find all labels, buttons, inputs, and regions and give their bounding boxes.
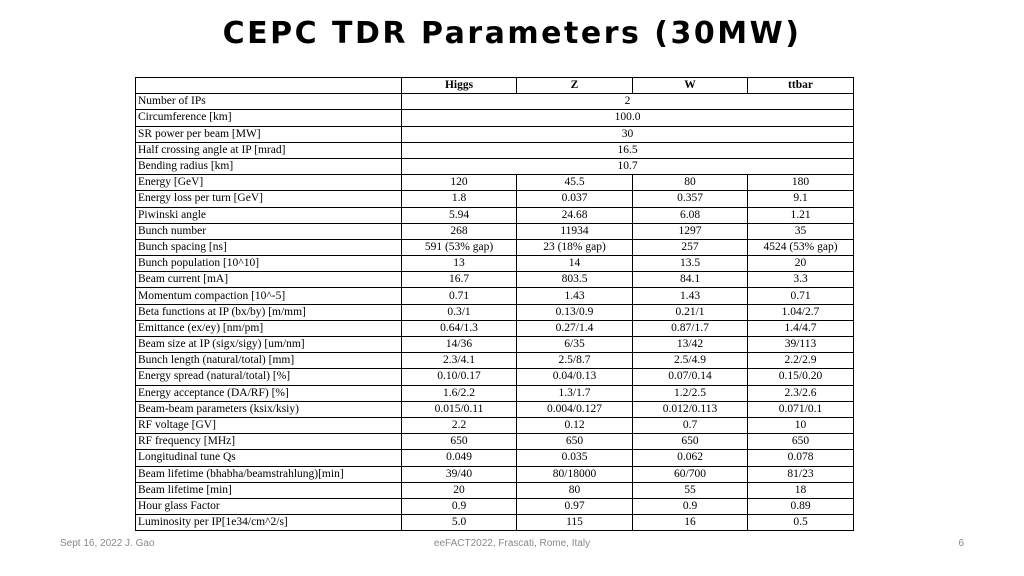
table-row — [136, 482, 854, 498]
table-row — [136, 401, 854, 417]
value-cell: 268 — [402, 223, 517, 239]
value-cell: 0.97 — [517, 498, 633, 514]
table-row — [136, 288, 854, 304]
value-cell: 650 — [402, 434, 517, 450]
value-cell: 0.012/0.113 — [633, 401, 748, 417]
table-row — [136, 142, 854, 158]
value-cell: 0.015/0.11 — [402, 401, 517, 417]
value-cell: 650 — [633, 434, 748, 450]
table-row — [136, 498, 854, 514]
parameter-name: Bunch length (natural/total) [mm] — [136, 353, 402, 369]
value-cell: 2.5/8.7 — [517, 353, 633, 369]
value-cell: 0.004/0.127 — [517, 401, 633, 417]
value-cell: 1.43 — [633, 288, 748, 304]
value-cell: 80 — [633, 175, 748, 191]
value-cell: 80/18000 — [517, 466, 633, 482]
parameter-name: Energy [GeV] — [136, 175, 402, 191]
value-cell: 2.2/2.9 — [748, 353, 854, 369]
parameter-name: Bunch spacing [ns] — [136, 239, 402, 255]
value-cell: 1.3/1.7 — [517, 385, 633, 401]
table-row — [136, 337, 854, 353]
table-row — [136, 223, 854, 239]
table-row — [136, 320, 854, 336]
value-cell: 9.1 — [748, 191, 854, 207]
header-cell-w: W — [633, 78, 748, 94]
value-cell: 80 — [517, 482, 633, 498]
shared-value-cell: 30 — [402, 126, 854, 142]
table-row — [136, 450, 854, 466]
value-cell: 1.43 — [517, 288, 633, 304]
parameter-name: SR power per beam [MW] — [136, 126, 402, 142]
value-cell: 591 (53% gap) — [402, 239, 517, 255]
value-cell: 0.7 — [633, 417, 748, 433]
table-row — [136, 126, 854, 142]
table-body — [136, 94, 854, 531]
value-cell: 4524 (53% gap) — [748, 239, 854, 255]
parameter-name: Bending radius [km] — [136, 158, 402, 174]
value-cell: 0.357 — [633, 191, 748, 207]
value-cell: 257 — [633, 239, 748, 255]
value-cell: 0.9 — [402, 498, 517, 514]
value-cell: 0.89 — [748, 498, 854, 514]
parameter-name: Bunch number — [136, 223, 402, 239]
parameter-name: Momentum compaction [10^-5] — [136, 288, 402, 304]
parameter-name: RF frequency [MHz] — [136, 434, 402, 450]
header-cell-z: Z — [517, 78, 633, 94]
value-cell: 10 — [748, 417, 854, 433]
table-row — [136, 94, 854, 110]
parameter-name: Longitudinal tune Qs — [136, 450, 402, 466]
value-cell: 650 — [517, 434, 633, 450]
value-cell: 0.5 — [748, 515, 854, 531]
value-cell: 0.04/0.13 — [517, 369, 633, 385]
value-cell: 180 — [748, 175, 854, 191]
shared-value-cell: 10.7 — [402, 158, 854, 174]
table-row — [136, 385, 854, 401]
value-cell: 0.27/1.4 — [517, 320, 633, 336]
value-cell: 14/36 — [402, 337, 517, 353]
value-cell: 0.87/1.7 — [633, 320, 748, 336]
value-cell: 16 — [633, 515, 748, 531]
footer-conference: eeFACT2022, Frascati, Rome, Italy — [433, 538, 591, 549]
header-cell-label — [136, 78, 402, 94]
value-cell: 39/113 — [748, 337, 854, 353]
table-row — [136, 175, 854, 191]
parameter-name: Bunch population [10^10] — [136, 256, 402, 272]
table-row — [136, 304, 854, 320]
parameter-name: Beam-beam parameters (ksix/ksiy) — [136, 401, 402, 417]
shared-value-cell: 100.0 — [402, 110, 854, 126]
value-cell: 0.062 — [633, 450, 748, 466]
header-row — [136, 78, 854, 94]
value-cell: 1.4/4.7 — [748, 320, 854, 336]
value-cell: 6.08 — [633, 207, 748, 223]
value-cell: 0.13/0.9 — [517, 304, 633, 320]
value-cell: 23 (18% gap) — [517, 239, 633, 255]
parameter-name: Number of IPs — [136, 94, 402, 110]
table-row — [136, 239, 854, 255]
parameter-name: Half crossing angle at IP [mrad] — [136, 142, 402, 158]
footer-author-date: Sept 16, 2022 J. Gao — [60, 538, 155, 549]
table-row — [136, 434, 854, 450]
value-cell: 13/42 — [633, 337, 748, 353]
table-row — [136, 515, 854, 531]
value-cell: 0.037 — [517, 191, 633, 207]
value-cell: 0.071/0.1 — [748, 401, 854, 417]
parameter-name: Hour glass Factor — [136, 498, 402, 514]
parameter-name: Beam lifetime [min] — [136, 482, 402, 498]
parameter-name: Beam size at IP (sigx/sigy) [um/nm] — [136, 337, 402, 353]
value-cell: 650 — [748, 434, 854, 450]
table-row — [136, 417, 854, 433]
value-cell: 0.07/0.14 — [633, 369, 748, 385]
value-cell: 1.04/2.7 — [748, 304, 854, 320]
value-cell: 0.12 — [517, 417, 633, 433]
value-cell: 20 — [748, 256, 854, 272]
value-cell: 115 — [517, 515, 633, 531]
value-cell: 0.9 — [633, 498, 748, 514]
value-cell: 20 — [402, 482, 517, 498]
table-row — [136, 466, 854, 482]
value-cell: 60/700 — [633, 466, 748, 482]
value-cell: 1.8 — [402, 191, 517, 207]
value-cell: 2.3/4.1 — [402, 353, 517, 369]
value-cell: 1297 — [633, 223, 748, 239]
value-cell: 16.7 — [402, 272, 517, 288]
table-row — [136, 158, 854, 174]
value-cell: 24.68 — [517, 207, 633, 223]
parameter-name: Energy acceptance (DA/RF) [%] — [136, 385, 402, 401]
table-row — [136, 272, 854, 288]
value-cell: 55 — [633, 482, 748, 498]
table-row — [136, 191, 854, 207]
footer-page-number: 6 — [958, 538, 964, 549]
value-cell: 0.035 — [517, 450, 633, 466]
value-cell: 6/35 — [517, 337, 633, 353]
parameter-name: Beta functions at IP (bx/by) [m/mm] — [136, 304, 402, 320]
value-cell: 81/23 — [748, 466, 854, 482]
value-cell: 2.5/4.9 — [633, 353, 748, 369]
value-cell: 0.049 — [402, 450, 517, 466]
parameter-name: Beam current [mA] — [136, 272, 402, 288]
value-cell: 5.0 — [402, 515, 517, 531]
value-cell: 0.078 — [748, 450, 854, 466]
value-cell: 14 — [517, 256, 633, 272]
value-cell: 35 — [748, 223, 854, 239]
value-cell: 120 — [402, 175, 517, 191]
parameter-name: Luminosity per IP[1e34/cm^2/s] — [136, 515, 402, 531]
value-cell: 18 — [748, 482, 854, 498]
parameter-name: Circumference [km] — [136, 110, 402, 126]
table-row — [136, 353, 854, 369]
parameter-name: Beam lifetime (bhabha/beamstrahlung)[min] — [136, 466, 402, 482]
parameter-name: Energy spread (natural/total) [%] — [136, 369, 402, 385]
table-row — [136, 110, 854, 126]
shared-value-cell: 2 — [402, 94, 854, 110]
value-cell: 11934 — [517, 223, 633, 239]
value-cell: 1.2/2.5 — [633, 385, 748, 401]
value-cell: 45.5 — [517, 175, 633, 191]
value-cell: 13 — [402, 256, 517, 272]
value-cell: 0.21/1 — [633, 304, 748, 320]
value-cell: 0.71 — [402, 288, 517, 304]
parameter-name: Piwinski angle — [136, 207, 402, 223]
parameter-name: Emittance (ex/ey) [nm/pm] — [136, 320, 402, 336]
value-cell: 84.1 — [633, 272, 748, 288]
value-cell: 13.5 — [633, 256, 748, 272]
shared-value-cell: 16.5 — [402, 142, 854, 158]
value-cell: 803.5 — [517, 272, 633, 288]
slide-title: CEPC TDR Parameters (30MW) — [222, 16, 802, 51]
table-row — [136, 207, 854, 223]
value-cell: 0.64/1.3 — [402, 320, 517, 336]
value-cell: 2.3/2.6 — [748, 385, 854, 401]
table-row — [136, 256, 854, 272]
value-cell: 0.10/0.17 — [402, 369, 517, 385]
value-cell: 0.3/1 — [402, 304, 517, 320]
header-cell-higgs: Higgs — [402, 78, 517, 94]
value-cell: 39/40 — [402, 466, 517, 482]
value-cell: 2.2 — [402, 417, 517, 433]
value-cell: 3.3 — [748, 272, 854, 288]
parameter-name: RF voltage [GV] — [136, 417, 402, 433]
value-cell: 0.15/0.20 — [748, 369, 854, 385]
value-cell: 1.6/2.2 — [402, 385, 517, 401]
value-cell: 1.21 — [748, 207, 854, 223]
table-row — [136, 369, 854, 385]
parameter-name: Energy loss per turn [GeV] — [136, 191, 402, 207]
value-cell: 0.71 — [748, 288, 854, 304]
value-cell: 5.94 — [402, 207, 517, 223]
header-cell-ttbar: ttbar — [748, 78, 854, 94]
parameters-table — [135, 77, 854, 531]
